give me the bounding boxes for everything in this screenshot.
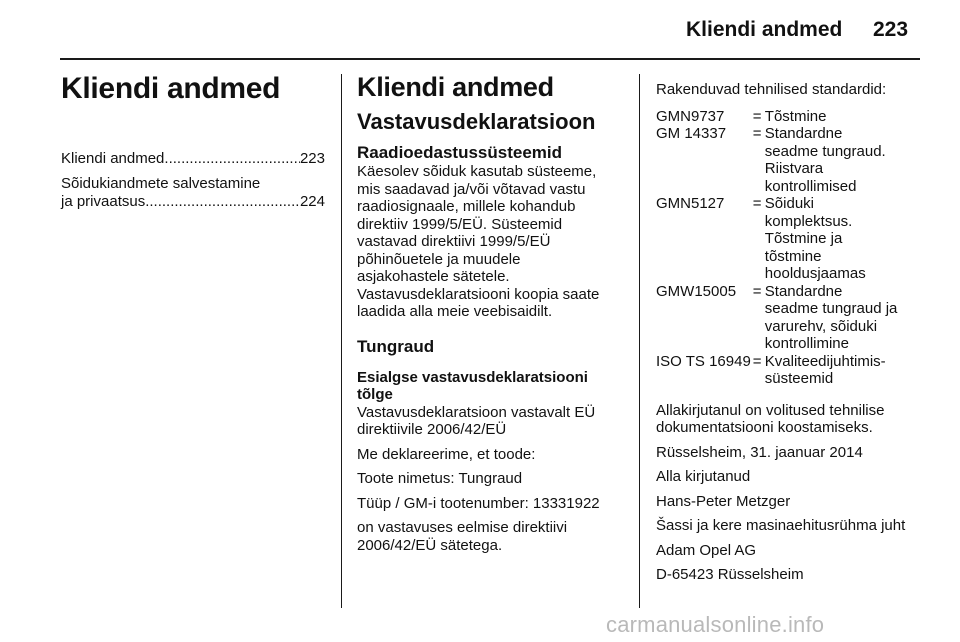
section-subtitle: Vastavusdeklaratsioon <box>357 109 596 134</box>
text-line: Standardne <box>764 282 843 300</box>
standards-intro: Rakenduvad tehnilised standardid: <box>656 81 887 98</box>
text-line: Tõstmine ja <box>764 230 843 247</box>
toc-dot-leader <box>164 150 300 168</box>
standard-equals: = <box>752 195 762 212</box>
toc-page-number: 224 <box>299 193 325 210</box>
header-rule <box>60 58 920 60</box>
text-line: Allakirjutanul on volitused tehnilise <box>656 401 885 419</box>
jack-text-declare: Me deklareerime, et toode: <box>357 445 536 463</box>
standard-equals: = <box>752 107 762 125</box>
toc-entry-text: Kliendi andmed <box>61 150 165 167</box>
standard-code: GM 14337 <box>656 125 727 142</box>
text-line: komplektsus. <box>764 212 853 230</box>
text-line: direktiiv 1999/5/EÜ. Süsteemid <box>357 215 563 233</box>
text-line: kontrollimised <box>764 177 857 195</box>
text-line: Kvaliteedijuhtimis- <box>764 352 886 370</box>
signatory-role: Šassi ja kere masinaehitusrühma juht <box>656 517 906 534</box>
standard-code: GMN9737 <box>656 107 725 125</box>
standard-code: GMN5127 <box>656 195 725 212</box>
standard-equals: = <box>752 125 762 142</box>
toc-entry-text: ja privaatsus <box>61 193 146 210</box>
text-line: Esialgse vastavusdeklaratsiooni <box>357 368 588 386</box>
standard-row <box>656 108 910 126</box>
toc-entry-leader-line <box>61 150 325 168</box>
standard-row <box>656 353 910 388</box>
text-line: hooldusjaamas <box>764 265 866 282</box>
text-line: vastavad direktiivi 1999/5/EÜ <box>357 233 551 250</box>
standard-row <box>656 283 910 353</box>
translation-heading <box>357 369 625 404</box>
running-header-title: Kliendi andmed <box>686 18 843 41</box>
text-line: Tõstmine <box>764 107 827 125</box>
text-line: dokumentatsiooni koostamiseks. <box>656 419 873 436</box>
text-line: raadiosignaale, millele kohandub <box>357 198 576 215</box>
chapter-title: Kliendi andmed <box>61 72 281 105</box>
main-column <box>357 72 625 554</box>
text-line: kontrollimine <box>764 335 849 352</box>
page-number: 223 <box>873 18 909 41</box>
standard-description <box>765 125 910 195</box>
watermark: carmanualsonline.info <box>606 612 825 637</box>
jack-text-directive <box>357 404 625 439</box>
signatory-name: Hans-Peter Metzger <box>656 492 791 510</box>
column-divider <box>341 74 342 608</box>
text-line: asjakohastele sätetele. <box>357 268 510 285</box>
radio-systems-heading: Raadioedastussüsteemid <box>357 143 563 162</box>
text-line: Standardne <box>764 125 843 142</box>
jack-heading: Tungraud <box>357 336 435 356</box>
toc-list <box>61 150 325 211</box>
toc-entry-leader-line <box>61 193 325 211</box>
radio-systems-text <box>357 163 625 321</box>
text-line: 2006/42/EÜ sätetega. <box>357 536 503 554</box>
toc-entry-line: Sõidukiandmete salvestamine <box>61 175 261 192</box>
text-line: Käesolev sõiduk kasutab süsteeme, <box>357 163 597 180</box>
standards-table <box>656 108 910 388</box>
text-line: laadida alla meie veebisaidilt. <box>357 303 553 320</box>
standard-equals: = <box>752 352 762 370</box>
standard-description <box>765 108 910 126</box>
toc-entry[interactable] <box>61 175 325 211</box>
standard-description <box>765 283 910 353</box>
text-line: põhinõuetele ja muudele <box>357 250 521 268</box>
company-address: D-65423 Rüsselsheim <box>656 566 804 583</box>
toc-dot-leader <box>145 193 300 211</box>
text-line: on vastavuses eelmise direktiivi <box>357 519 568 536</box>
place-date: Rüsselsheim, 31. jaanuar 2014 <box>656 443 863 461</box>
column-divider <box>639 74 640 608</box>
text-line: tõlge <box>357 386 393 403</box>
standard-row <box>656 195 910 283</box>
text-line: süsteemid <box>764 370 834 387</box>
toc-entry[interactable] <box>61 150 325 168</box>
standard-code: ISO TS 16949 <box>656 352 751 370</box>
standard-code: GMW15005 <box>656 282 737 300</box>
text-line: Sõiduki <box>764 195 814 212</box>
text-line: seadme tungraud. <box>764 142 886 160</box>
section-title: Kliendi andmed <box>357 72 554 102</box>
standard-description <box>765 195 910 283</box>
jack-text-compliance <box>357 519 625 554</box>
text-line: Riistvara <box>764 160 824 177</box>
standard-equals: = <box>752 282 762 300</box>
text-line: Vastavusdeklaratsiooni koopia saate <box>357 285 600 303</box>
standard-description <box>765 353 910 388</box>
text-line: Vastavusdeklaratsioon vastavalt EÜ <box>357 403 596 421</box>
text-line: varurehv, sõiduki <box>764 317 878 335</box>
jack-text-part-number: Tüüp / GM-i tootenumber: 13331922 <box>357 494 600 512</box>
signed-by: Alla kirjutanud <box>656 468 751 485</box>
text-line: direktiivile 2006/42/EÜ <box>357 421 507 438</box>
standard-row <box>656 125 910 195</box>
text-line: tõstmine <box>764 247 822 265</box>
chapter-toc-column <box>61 72 325 218</box>
text-line: mis saadavad ja/või võtavad vastu <box>357 180 586 198</box>
company-name: Adam Opel AG <box>656 541 757 559</box>
standards-column <box>656 81 926 584</box>
text-line: seadme tungraud ja <box>764 300 898 317</box>
toc-page-number: 223 <box>299 150 325 167</box>
jack-text-product-name: Toote nimetus: Tungraud <box>357 470 523 487</box>
signatory-authority-text <box>656 402 926 437</box>
